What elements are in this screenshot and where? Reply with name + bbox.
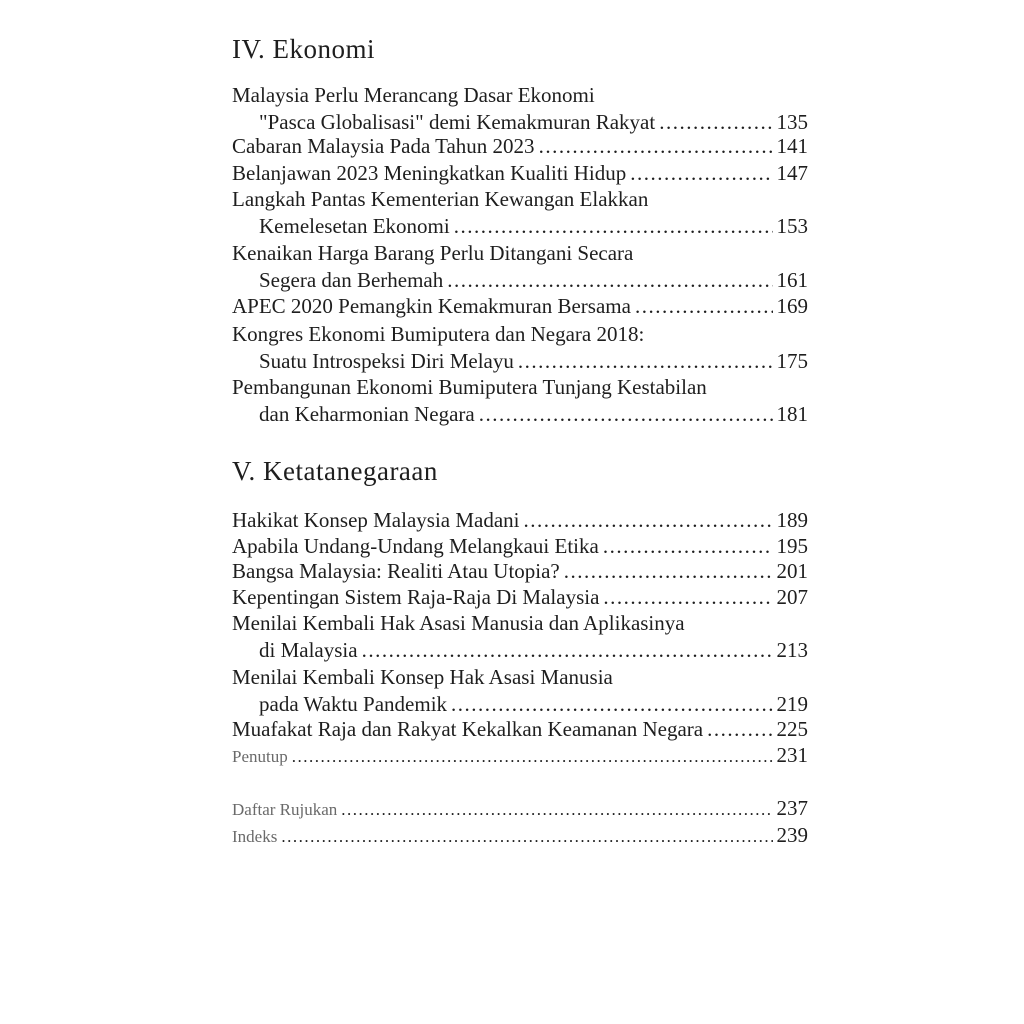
toc-page-number: 207 — [776, 585, 808, 609]
toc-entry — [232, 240, 808, 294]
dot-leader — [518, 348, 773, 375]
toc-entry-title-line: Kemelesetan Ekonomi — [259, 214, 450, 238]
toc-entry-title-line: Langkah Pantas Kementerian Kewangan Elakkan — [232, 187, 649, 211]
toc-entry — [232, 716, 808, 743]
toc-page-number: 219 — [776, 692, 808, 716]
toc-entry — [232, 742, 808, 770]
toc-entry-title-line: Kongres Ekonomi Bumiputera dan Negara 2018: — [232, 322, 645, 346]
dot-leader — [659, 109, 772, 136]
dot-leader — [564, 558, 773, 585]
toc-entry-title-line: Cabaran Malaysia Pada Tahun 2023 — [232, 134, 535, 158]
toc-page-number: 161 — [776, 268, 808, 292]
toc-entry — [232, 507, 808, 534]
dot-leader — [341, 796, 772, 823]
toc-entry-title-line: Hakikat Konsep Malaysia Madani — [232, 508, 520, 532]
toc-page-number: 195 — [776, 534, 808, 558]
toc-entry-title-line: Apabila Undang-Undang Melangkaui Etika — [232, 534, 599, 558]
dot-leader — [603, 584, 772, 611]
toc-page-number: 147 — [776, 161, 808, 185]
toc-entry-title-line: Muafakat Raja dan Rakyat Kekalkan Keamanan Negara — [232, 717, 704, 741]
dot-leader — [707, 716, 772, 743]
toc-page-number: 213 — [776, 638, 808, 662]
toc-entry — [232, 584, 808, 611]
toc-entry-title-line: Malaysia Perlu Merancang Dasar Ekonomi — [232, 83, 595, 107]
toc-entry — [232, 664, 808, 718]
toc-entry — [232, 533, 808, 560]
toc-entry-title-line: "Pasca Globalisasi" demi Kemakmuran Rakyat — [259, 110, 656, 134]
dot-leader — [454, 213, 773, 240]
toc-page-number: 181 — [776, 402, 808, 426]
toc-page-number: 153 — [776, 214, 808, 238]
toc-entry-title-line: Segera dan Berhemah — [259, 268, 444, 292]
toc-entry-title-line: Penutup — [232, 747, 288, 766]
dot-leader — [603, 533, 773, 560]
toc-entry-title-line: Pembangunan Ekonomi Bumiputera Tunjang Kestabilan — [232, 375, 707, 399]
toc-entry-title-line: dan Keharmonian Negara — [259, 402, 475, 426]
toc-page-number: 189 — [776, 508, 808, 532]
toc-entry — [232, 293, 808, 320]
toc-entry — [232, 374, 808, 428]
toc-entry-title-line: Bangsa Malaysia: Realiti Atau Utopia? — [232, 559, 560, 583]
toc-entry-title-line: Menilai Kembali Hak Asasi Manusia dan Aplikasinya — [232, 611, 685, 635]
toc-page-number: 201 — [776, 559, 808, 583]
dot-leader — [524, 507, 773, 534]
dot-leader — [630, 160, 772, 187]
toc-entry-title-line: Kenaikan Harga Barang Perlu Ditangani Secara — [232, 241, 634, 265]
dot-leader — [362, 637, 773, 664]
toc-entry-title-line: Menilai Kembali Konsep Hak Asasi Manusia — [232, 665, 613, 689]
toc-entry-title-line: di Malaysia — [259, 638, 358, 662]
dot-leader — [539, 133, 773, 160]
section-heading-ketatanegaraan: V. Ketatanegaraan — [232, 456, 438, 486]
toc-entry-title-line: Indeks — [232, 827, 278, 846]
toc-page-number: 225 — [776, 717, 808, 741]
dot-leader — [479, 401, 773, 428]
dot-leader — [281, 823, 772, 850]
toc-page-number: 169 — [776, 294, 808, 318]
dot-leader — [447, 267, 772, 294]
toc-page-number: 239 — [776, 823, 808, 847]
toc-entry — [232, 610, 808, 664]
toc-page-number: 141 — [776, 134, 808, 158]
toc-entry-title-line: Daftar Rujukan — [232, 800, 338, 819]
toc-entry — [232, 82, 808, 136]
toc-entry-title-line: Kepentingan Sistem Raja-Raja Di Malaysia — [232, 585, 600, 609]
toc-entry — [232, 795, 808, 823]
dot-leader — [451, 691, 772, 718]
toc-entry — [232, 186, 808, 240]
toc-page-number: 231 — [776, 743, 808, 767]
section-heading-ekonomi: IV. Ekonomi — [232, 34, 376, 64]
toc-entry — [232, 822, 808, 850]
toc-page-number: 175 — [776, 349, 808, 373]
dot-leader — [635, 293, 773, 320]
toc-entry — [232, 558, 808, 585]
toc-page-number: 135 — [776, 110, 808, 134]
toc-page-number: 237 — [776, 796, 808, 820]
toc-entry-title-line: Suatu Introspeksi Diri Melayu — [259, 349, 514, 373]
toc-entry — [232, 321, 808, 375]
toc-entry — [232, 133, 808, 160]
toc-entry-title-line: pada Waktu Pandemik — [259, 692, 448, 716]
toc-entry-title-line: Belanjawan 2023 Meningkatkan Kualiti Hidup — [232, 161, 627, 185]
toc-entry — [232, 160, 808, 187]
toc-entry-title-line: APEC 2020 Pemangkin Kemakmuran Bersama — [232, 294, 631, 318]
dot-leader — [292, 743, 773, 770]
